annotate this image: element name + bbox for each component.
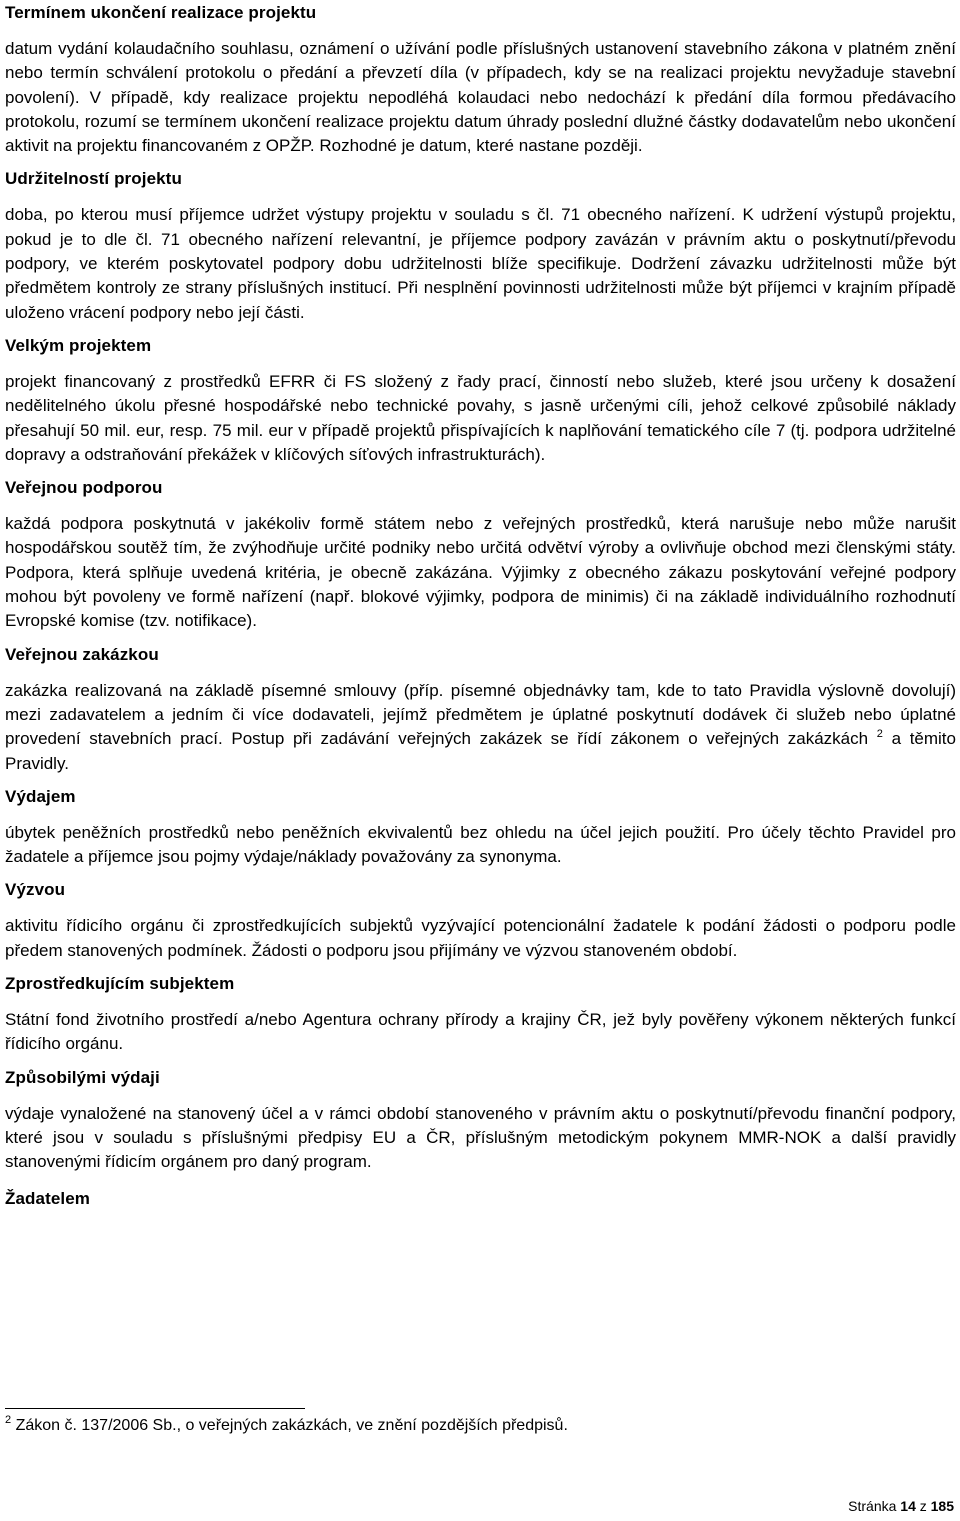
page-number [848, 1496, 954, 1516]
term-definition: každá podpora poskytnutá v jakékoliv formě státem nebo z veřejných prostředků, která narušuje nebo může narušit hospodářskou soutěž tím, že zvýhodňuje určité podniky nebo určitá odvětví výroby a ovlivňuje obchod mezi členskými státy. Podpora, která splňuje uvedená kritéria, je obecně zakázána. Výjimky z obecného zákazu poskytování veřejné podpory mohou být povoleny ve formě nařízení (např. blokové výjimky, podpora de minimis) či na základě individuálního rozhodnutí Evropské komise (tzv. notifikace). [5, 514, 956, 631]
term-heading: Výzvou [5, 880, 66, 900]
definition-text: zakázka realizovaná na základě písemné smlouvy (příp. písemné objednávky tam, kde to tato Pravidla výslovně dovolují) mezi zadavatelem a jedním či více dodavateli, jejímž předmětem je úplatné poskytnutí dodávek či služeb nebo úplatné provedení stavebních prací. Postup při zadávání veřejných zakázek se řídí zákonem o veřejných zakázkách [5, 680, 956, 749]
term-heading: Veřejnou zakázkou [5, 644, 159, 664]
page-number-total: 185 [930, 1498, 954, 1514]
term-definition: projekt financovaný z prostředků EFRR či FS složený z řady prací, činností nebo služeb, které jsou určeny k dosažení nedělitelného úkolu přesné hospodářské nebo technické povahy, s jasně určenými cíli, jehož celkové způsobilé náklady přesahují 50 mil. eur, resp. 75 mil. eur v případě projektů přispívajících k naplňování tematického cíle 7 (tj. podpora udržitelné dopravy a odstraňování překážek v klíčových síťových infrastrukturách). [5, 371, 956, 464]
page-number-current: 14 [900, 1498, 916, 1514]
term-heading: Termínem ukončení realizace projektu [5, 3, 317, 22]
footnote-reference: 2 [876, 728, 883, 741]
term-heading: Výdajem [5, 786, 76, 806]
term-heading: Udržitelností projektu [5, 169, 182, 189]
term-definition: výdaje vynaložené na stanovený účel a v rámci období stanoveného v právním aktu o poskytnutí/převodu finanční podpory, které jsou v souladu s příslušnými předpisy EU a ČR, příslušným metodickým pokynem MMR-NOK a další pravidly stanovenými řídicím orgánem pro daný program. [5, 1103, 956, 1172]
page-number-label: Stránka [848, 1498, 897, 1514]
term-heading: Veřejnou podporou [5, 478, 163, 498]
term-definition: datum vydání kolaudačního souhlasu, oznámení o užívání podle příslušných ustanovení stavebního zákona v platném znění nebo termín schválení protokolu o předání a převzetí díla (v případech, kdy se na realizaci projektu nevyžaduje stavební povolení). V případě, kdy realizace projektu nepodléhá kolaudaci nebo nedochází k předání díla formou předávacího protokolu, rozumí se termínem ukončení realizace projektu datum úhrady poslední dlužné částky dodavatelům nebo ukončení aktivit na projektu financovaném z OPŽP. Rozhodné je datum, které nastane později. [5, 39, 956, 156]
footnote [5, 1414, 945, 1438]
term-definition [5, 679, 956, 776]
footnote-number: 2 [5, 1414, 12, 1426]
term-heading: Zprostředkujícím subjektem [5, 974, 235, 994]
term-definition: aktivitu řídicího orgánu či zprostředkujících subjektů vyzývající potencionální žadatele k podání žádosti o podporu podle předem stanovených podmínek. Žádosti o podporu jsou přijímány ve výzvou stanoveném období. [5, 916, 956, 960]
term-heading: Způsobilými výdaji [5, 1067, 160, 1087]
term-heading: Velkým projektem [5, 335, 152, 355]
term-heading: Žadatelem [5, 1188, 90, 1208]
footnote-text: Zákon č. 137/2006 Sb., o veřejných zakázkách, ve znění pozdějších předpisů. [11, 1417, 568, 1434]
term-definition: doba, po kterou musí příjemce udržet výstupy projektu v souladu s čl. 71 obecného nařízení. K udržení výstupů projektu, pokud je to dle čl. 71 obecného nařízení relevantní, je příjemce podpory zavázán v právním aktu o poskytnutí/převodu podpory, ve kterém poskytovatel podpory dobu udržitelnosti blíže specifikuje. Dodržení závazku udržitelnosti může být předmětem kontroly ze strany příslušných institucí. Při nesplnění povinnosti udržitelnosti může být příjemci v krajním případě uloženo vrácení podpory nebo její části. [5, 205, 956, 322]
document-page [5, 0, 956, 1211]
term-definition: úbytek peněžních prostředků nebo peněžních ekvivalentů bez ohledu na účel jejich použití. Pro účely těchto Pravidel pro žadatele a příjemce jsou pojmy výdaje/náklady považovány za synonyma. [5, 822, 956, 867]
footnote-separator [5, 1408, 305, 1409]
page-number-separator: z [919, 1498, 927, 1514]
definition-text-tail: a těmito Pravidly. [5, 729, 956, 773]
term-definition: Státní fond životního prostředí a/nebo Agentura ochrany přírody a krajiny ČR, jež byly pověřeny výkonem některých funkcí řídicího orgánu. [5, 1010, 956, 1054]
